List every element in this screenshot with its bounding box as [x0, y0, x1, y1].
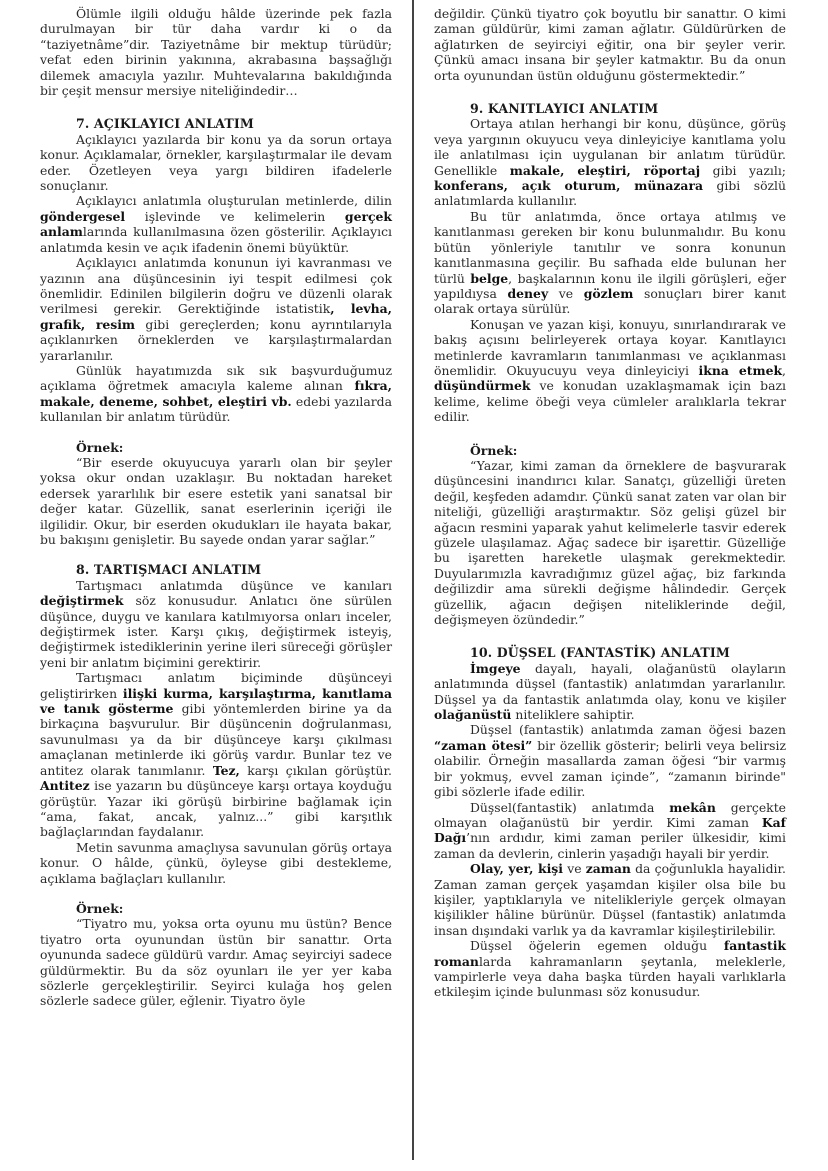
section-8-heading: 8. TARTIŞMACI ANLATIM — [76, 562, 262, 578]
s9-paragraph-3: Konuşan ve yazan kişi, konuyu, sınırlandırarak ve bakış açısını belirleyerek ortaya koyar. Kanıtlayıcı metinlerde kavramların tanımlanması ve açıklanması önemlidir. Okuyucuyu veya dinleyiciyi ikna etmek, düşündürmek ve konudan uzaklaşmamak için bazı kelime, kelime öbeği veya cümleler aralıklarla tekrar edilir. — [434, 316, 786, 425]
s10-paragraph-5: Düşsel öğelerin egemen olduğu fantastik romanlarda kahramanların şeytanla, meleklerle, vampirlerle veya daha başka türden hayali varlıklarla etkileşim içinde bulunması söz konusudur. — [434, 938, 786, 1000]
taziyetname-paragraph: Ölümle ilgili olduğu hâlde üzerinde pek fazla durulmayan bir tür daha vardır ki o da “taziyetnâme”dir. Taziyetnâme bir mektup türüdür; vefat eden birinin yakınına, akrabasına başsağlığı dilemek amacıyla yazılır. Muhtevalarına bakıldığında bir çeşit mensur mersiye niteliğindedir… — [40, 6, 392, 99]
s8-example-label: Örnek: — [76, 900, 124, 916]
s7-example-label: Örnek: — [76, 439, 124, 455]
section-10-heading: 10. DÜŞSEL (FANTASTİK) ANLATIM — [470, 645, 730, 661]
s9-paragraph-2: Bu tür anlatımda, önce ortaya atılmış ve kanıtlanması gereken bir konu bulunmalıdır. Bu konu bütün yönleriyle tanıtılır ve sonra konunun kanıtlanmasına geçilir. Bu safhada elde bulunan her türlü belge, başkalarının konu ile ilgili görüşleri, eğer yapıldıysa deney ve gözlem sonuçları birer kanıt olarak ortaya sürülür. — [434, 208, 787, 317]
s10-paragraph-2: Düşsel (fantastik) anlatımda zaman öğesi bazen “zaman ötesi” bir özellik gösterir; belirli veya belirsiz olabilir. Örneğin masallarda zaman öğesi “bir varmış bir yokmuş, evvel zaman içinde”, “zamanın birinde" gibi sözlerle ifade edilir. — [434, 722, 786, 800]
s10-paragraph-4: Olay, yer, kişi ve zaman da çoğunlukla hayalidir. Zaman zaman gerçek yaşamdan kişiler olsa bile bu kişiler, yaptıklarıyla ve nitelikleriyle gerçek olmayan kişilikler hâline bürünür. Düşsel (fantastik) anlatımda insan dışındaki varlık ya da kavramlar kişileştirilebilir. — [434, 861, 786, 938]
s8-paragraph-3: Metin savunma amaçlıysa savunulan görüş ortaya konur. O hâlde, çünkü, öyleyse gibi destekleme, açıklama bağlaçları kullanılır. — [40, 839, 392, 886]
s7-paragraph-3: Açıklayıcı anlatımda konunun iyi kavranması ve yazının ana düşüncesinin iyi tespit edilmesi çok önemlidir. Edinilen bilgilerin doğru ve düzenli olarak verilmesi gerekir. Gerektiğinde istatistik, levha, grafik, resim gibi gereçlerden; konu ayrıntılarıyla açıklanırken örneklerden ve karşılaştırmalardan yararlanılır. — [40, 255, 392, 363]
s7-paragraph-4: Günlük hayatımızda sık sık başvurduğumuz açıklama öğretmek amacıyla kaleme alınan fıkra, makale, deneme, sohbet, eleştiri vb. edebi yazılarda kullanılan bir anlatım türüdür. — [40, 362, 392, 425]
s8-example-quote-part1: “Tiyatro mu, yoksa orta oyunu mu üstün? Bence tiyatro orta oyunundan üstün bir sanattır. Orta oyununda sadece güldürü vardır. Amaç seyirciyi sadece güldürmektir. Bu da söz oyunları ile yer yer kaba sözlerle gerçekleştirilir. Seyirci kulağa hoş gelen sözlerle sadece güler, eğlenir. Tiyatro öyle — [40, 916, 392, 1009]
s7-paragraph-2: Açıklayıcı anlatımla oluşturulan metinlerde, dilin göndergesel işlevinde ve kelimelerin gerçek anlamlarında kullanılmasına özen gösterilir. Açıklayıcı anlatımda kesin ve açık ifadenin önemi büyüktür. — [40, 193, 392, 255]
s8-paragraph-2: Tartışmacı anlatım biçiminde düşünceyi geliştirirken ilişki kurma, karşılaştırma, kanıtlama ve tanık gösterme gibi yöntemlerden birine ya da birkaçına başvurulur. Bir düşüncenin doğrulanması, savunulması ya da bir düşünceye karşı çıkılması amaçlanan metinlerde iki görüş vardır. Bunlar tez ve antitez olarak tanımlanır. Tez, karşı çıkılan görüştür. Antitez ise yazarın bu düşünceye karşı ortaya koyduğu görüştür. Yazar iki görüşü birbirine bağlamak için “ama, fakat, ancak, yalnız...” gibi karşıtlık bağlaçlarından faydalanır. — [40, 670, 393, 840]
column-divider — [412, 0, 414, 1160]
s8-example-quote-part2: değildir. Çünkü tiyatro çok boyutlu bir sanattır. O kimi zaman güldürür, kimi zaman ağlatır. Güldürürken de ağlatırken de seyirciyi eğitir, ona bir şeyler verir. Çünkü amacı insana bir şeyler katmaktır. Bu da onun orta oyunundan üstün olduğunu göstermektedir.” — [434, 6, 786, 83]
left-column — [40, 6, 392, 1009]
s8-paragraph-1: Tartışmacı anlatımda düşünce ve kanıları değiştirmek söz konusudur. Anlatıcı öne sürülen düşünce, duygu ve kanılara katılmıyorsa onları inceler, değiştirmek ister. Karşı çıkış, değiştirmek isteyiş, değiştirmek istediklerinin yerine ileri süreceği görüşler yeni bir anlatım biçimini gerektirir. — [40, 577, 392, 670]
s7-example-quote: “Bir eserde okuyucuya yararlı olan bir şeyler yoksa okur ondan uzaklaşır. Bu noktadan hareket edersek yararlılık bir esere estetik yani sanatsal bir değer katar. Güzellik, sanat eserlerinin içeriği ile ilgilidir. Okur, bir eserden okudukları ile hayata bakar, bu bakışını genişletir. Bu sayede ondan yarar sağlar.” — [40, 454, 392, 547]
s9-paragraph-1: Ortaya atılan herhangi bir konu, düşünce, görüş veya yargının okuyucu veya dinleyiciye kanıtlama yolu ile anlatılması için uygulanan bir anlatım türüdür. Genellikle makale, eleştiri, röportaj gibi yazılı; konferans, açık oturum, münazara gibi sözlü anlatımlarda kullanılır. — [434, 116, 786, 209]
section-7-heading: 7. AÇIKLAYICI ANLATIM — [76, 116, 254, 132]
s9-example-quote: “Yazar, kimi zaman da örneklere de başvurarak düşüncesini inandırıcı kılar. Sanatçı, güzelliği üreten değil, keşfeden adamdır. Çünkü sanat zaten var olan bir niteliği, güzelliği araştırmaktır. Söz gelişi güzel bir ağacın resmini yaparak yahut kelimelerle tasvir ederek güzele ulaşılamaz. Ağaç sadece bir işarettir. Güzelliğe bu işaretten hareketle ulaşmak gerekmektedir. Duyularımızla kavradığımız güzel ağaç, biz farkında değilizdir ama sürekli değişme hâlindedir. Gerçek güzellik, ağacın değişen niteliklerinde değil, değişmeyen özündedir.” — [434, 457, 786, 628]
s10-paragraph-1: İmgeye dayalı, hayali, olağanüstü olayların anlatımında düşsel (fantastik) anlatımdan yararlanılır. Düşsel ya da fantastik anlatımda olay, konu ve kişiler olağanüstü niteliklere sahiptir. — [434, 660, 786, 723]
s9-example-label: Örnek: — [470, 442, 518, 458]
s10-paragraph-3: Düşsel(fantastik) anlatımda mekân gerçekte olmayan olağanüstü bir yerdir. Kimi zaman Kaf Dağı’nın ardıdır, kimi zaman periler ülkesidir, kimi zaman da devlerin, cinlerin yaşadığı hayali bir yerdir. — [434, 799, 786, 861]
section-9-heading: 9. KANITLAYICI ANLATIM — [470, 101, 659, 117]
right-column — [434, 6, 786, 1000]
s7-paragraph-1: Açıklayıcı yazılarda bir konu ya da sorun ortaya konur. Açıklamalar, örnekler, karşılaştırmalar ile devam eder. Özetleyen veya yargı bildiren ifadelerle sonuçlanır. — [40, 131, 392, 194]
